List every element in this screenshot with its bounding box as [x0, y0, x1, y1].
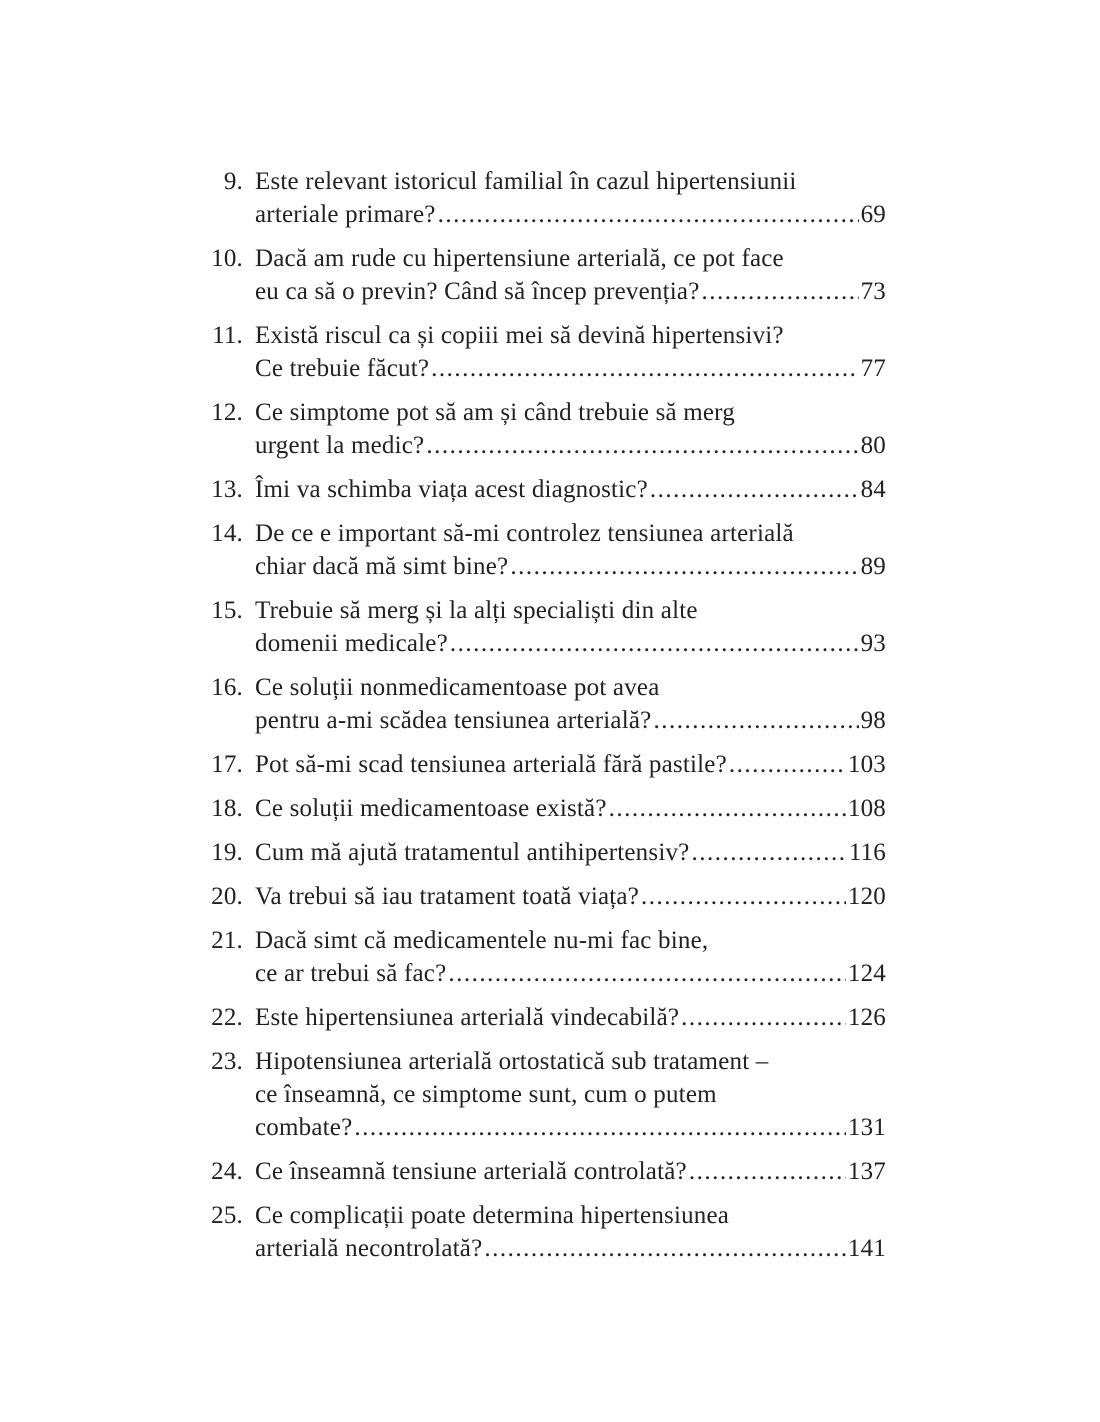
dot-leader: [438, 198, 859, 231]
toc-entry: [210, 1199, 886, 1265]
toc-entry-page-number: 124: [847, 960, 886, 987]
toc-entry-number: 12.: [211, 399, 243, 426]
dot-leader: [681, 1001, 846, 1034]
dot-leader: [354, 1111, 846, 1144]
toc-entry-text: arteriale primare?: [255, 201, 436, 228]
toc-entry: [210, 836, 886, 869]
toc-entry-line: Trebuie să merg și la alți specialiști din alte: [255, 597, 698, 624]
toc-entry-line: [255, 1232, 886, 1265]
toc-entry: [210, 473, 886, 506]
toc-entry-number: 13.: [211, 476, 243, 503]
toc-entry-page-number: 98: [860, 707, 886, 734]
toc-entry: [210, 396, 886, 462]
toc-entry-body: [255, 748, 886, 781]
toc-entry-line: [255, 198, 886, 231]
toc-entry-line: Ce simptome pot să am și când trebuie să merg: [255, 399, 735, 426]
toc-entry-page-number: 84: [860, 476, 886, 503]
dot-leader: [641, 880, 846, 913]
dot-leader: [609, 792, 846, 825]
dot-leader: [450, 627, 859, 660]
toc-entry-text: Ce înseamnă tensiune arterială controlată?: [255, 1158, 687, 1185]
toc-entry-line: Ce soluții nonmedicamentoase pot avea: [255, 674, 660, 701]
toc-entry-page-number: 89: [860, 553, 886, 580]
toc-entry-page-number: 116: [848, 839, 886, 866]
toc-entry-text: combate?: [255, 1114, 353, 1141]
toc-entry-body: [255, 924, 886, 990]
toc-entry-page-number: 141: [847, 1235, 886, 1262]
toc-entry: [210, 880, 886, 913]
toc-entry: [210, 319, 886, 385]
toc-entry-line: [255, 957, 886, 990]
toc-entry-line: [255, 880, 886, 913]
toc-entry-line: [255, 836, 886, 869]
toc-entry-body: [255, 242, 886, 308]
toc-entry-page-number: 103: [847, 751, 886, 778]
toc-entry-page-number: 77: [860, 355, 886, 382]
toc-entry-number: 21.: [211, 927, 243, 954]
dot-leader: [691, 836, 846, 869]
toc-entry-text: Pot să-mi scad tensiunea arterială fără pastile?: [255, 751, 727, 778]
toc-entry-line: [255, 1155, 886, 1188]
toc-entry-line: [255, 704, 886, 737]
toc-entry-text: chiar dacă mă simt bine?: [255, 553, 509, 580]
toc-entry: [210, 1045, 886, 1144]
toc-entry-text: arterială necontrolată?: [255, 1235, 483, 1262]
dot-leader: [689, 1155, 846, 1188]
toc-entry-number: 9.: [223, 168, 243, 195]
toc-entry: [210, 517, 886, 583]
dot-leader: [448, 957, 846, 990]
toc-entry-line: ce înseamnă, ce simptome sunt, cum o putem: [255, 1081, 717, 1108]
toc-entry-page-number: 108: [847, 795, 886, 822]
dot-leader: [729, 748, 846, 781]
toc-entry-number: 19.: [211, 839, 243, 866]
toc-entry-body: [255, 1155, 886, 1188]
dot-leader: [484, 1232, 846, 1265]
toc-entry-body: [255, 1045, 886, 1144]
toc-entry: [210, 748, 886, 781]
toc-entry-number: 20.: [211, 883, 243, 910]
toc-entry-number: 24.: [211, 1158, 243, 1185]
toc-entry-text: ce ar trebui să fac?: [255, 960, 447, 987]
toc-entry-line: De ce e important să-mi controlez tensiunea arterială: [255, 520, 794, 547]
toc-entry: [210, 1001, 886, 1034]
toc-entry-line: Dacă am rude cu hipertensiune arterială, ce pot face: [255, 245, 784, 272]
toc-entry-body: [255, 594, 886, 660]
toc-entry-line: Dacă simt că medicamentele nu-mi fac bine,: [255, 927, 709, 954]
toc-entry-line: [255, 1001, 886, 1034]
toc-entry: [210, 924, 886, 990]
toc-entry: [210, 594, 886, 660]
toc-entry-page-number: 131: [847, 1114, 886, 1141]
toc-entry-text: Cum mă ajută tratamentul antihipertensiv?: [255, 839, 690, 866]
toc-entry-number: 14.: [211, 520, 243, 547]
toc-entry-body: [255, 473, 886, 506]
toc-entry-line: [255, 550, 886, 583]
toc-entry-number: 16.: [211, 674, 243, 701]
toc-entry: [210, 792, 886, 825]
toc-entry-body: [255, 517, 886, 583]
toc-entry-body: [255, 792, 886, 825]
toc-entry-number: 25.: [211, 1202, 243, 1229]
toc-entry: [210, 1155, 886, 1188]
dot-leader: [650, 473, 859, 506]
toc-entry-body: [255, 319, 886, 385]
dot-leader: [702, 275, 859, 308]
toc-entry-page-number: 69: [860, 201, 886, 228]
dot-leader: [653, 704, 858, 737]
toc-entry-body: [255, 1199, 886, 1265]
toc-entry-page-number: 73: [860, 278, 886, 305]
toc-entry-number: 18.: [211, 795, 243, 822]
toc-entry-line: [255, 275, 886, 308]
toc-entry: [210, 165, 886, 231]
toc-entry-number: 23.: [211, 1048, 243, 1075]
toc-entry-body: [255, 165, 886, 231]
toc-list: [210, 165, 886, 1276]
toc-entry-text: Ce trebuie făcut?: [255, 355, 430, 382]
toc-entry-line: Ce complicații poate determina hipertensiunea: [255, 1202, 730, 1229]
toc-entry-number: 11.: [212, 322, 243, 349]
toc-entry-page-number: 93: [860, 630, 886, 657]
toc-entry-number: 10.: [211, 245, 243, 272]
toc-entry: [210, 242, 886, 308]
toc-entry-text: Ce soluții medicamentoase există?: [255, 795, 607, 822]
toc-entry-page-number: 120: [847, 883, 886, 910]
toc-entry-line: [255, 792, 886, 825]
toc-entry-text: Este hipertensiunea arterială vindecabilă?: [255, 1004, 680, 1031]
toc-entry-text: pentru a-mi scădea tensiunea arterială?: [255, 707, 652, 734]
toc-entry-line: [255, 429, 886, 462]
toc-entry-body: [255, 836, 886, 869]
toc-entry-line: Hipotensiunea arterială ortostatică sub tratament –: [255, 1048, 769, 1075]
toc-entry-number: 22.: [211, 1004, 243, 1031]
toc-entry-body: [255, 1001, 886, 1034]
toc-entry-number: 17.: [211, 751, 243, 778]
toc-entry-line: Există riscul ca și copiii mei să devină hipertensivi?: [255, 322, 784, 349]
toc-entry-number: 15.: [211, 597, 243, 624]
toc-entry-line: [255, 748, 886, 781]
toc-entry-line: [255, 352, 886, 385]
toc-entry-page-number: 80: [860, 432, 886, 459]
toc-entry-text: urgent la medic?: [255, 432, 425, 459]
toc-entry-body: [255, 396, 886, 462]
toc-entry-page-number: 126: [847, 1004, 886, 1031]
dot-leader: [426, 429, 858, 462]
toc-entry-line: Este relevant istoricul familial în cazul hipertensiunii: [255, 168, 797, 195]
toc-entry-text: domenii medicale?: [255, 630, 448, 657]
toc-entry-page-number: 137: [847, 1158, 886, 1185]
toc-entry-line: [255, 627, 886, 660]
toc-entry-line: [255, 473, 886, 506]
dot-leader: [510, 550, 858, 583]
toc-entry-text: Îmi va schimba viața acest diagnostic?: [255, 476, 648, 503]
toc-entry-line: [255, 1111, 886, 1144]
toc-entry-text: eu ca să o previn? Când să încep prevenția?: [255, 278, 700, 305]
dot-leader: [431, 352, 858, 385]
toc-entry: [210, 671, 886, 737]
toc-entry-text: Va trebui să iau tratament toată viața?: [255, 883, 640, 910]
toc-entry-body: [255, 671, 886, 737]
toc-entry-body: [255, 880, 886, 913]
